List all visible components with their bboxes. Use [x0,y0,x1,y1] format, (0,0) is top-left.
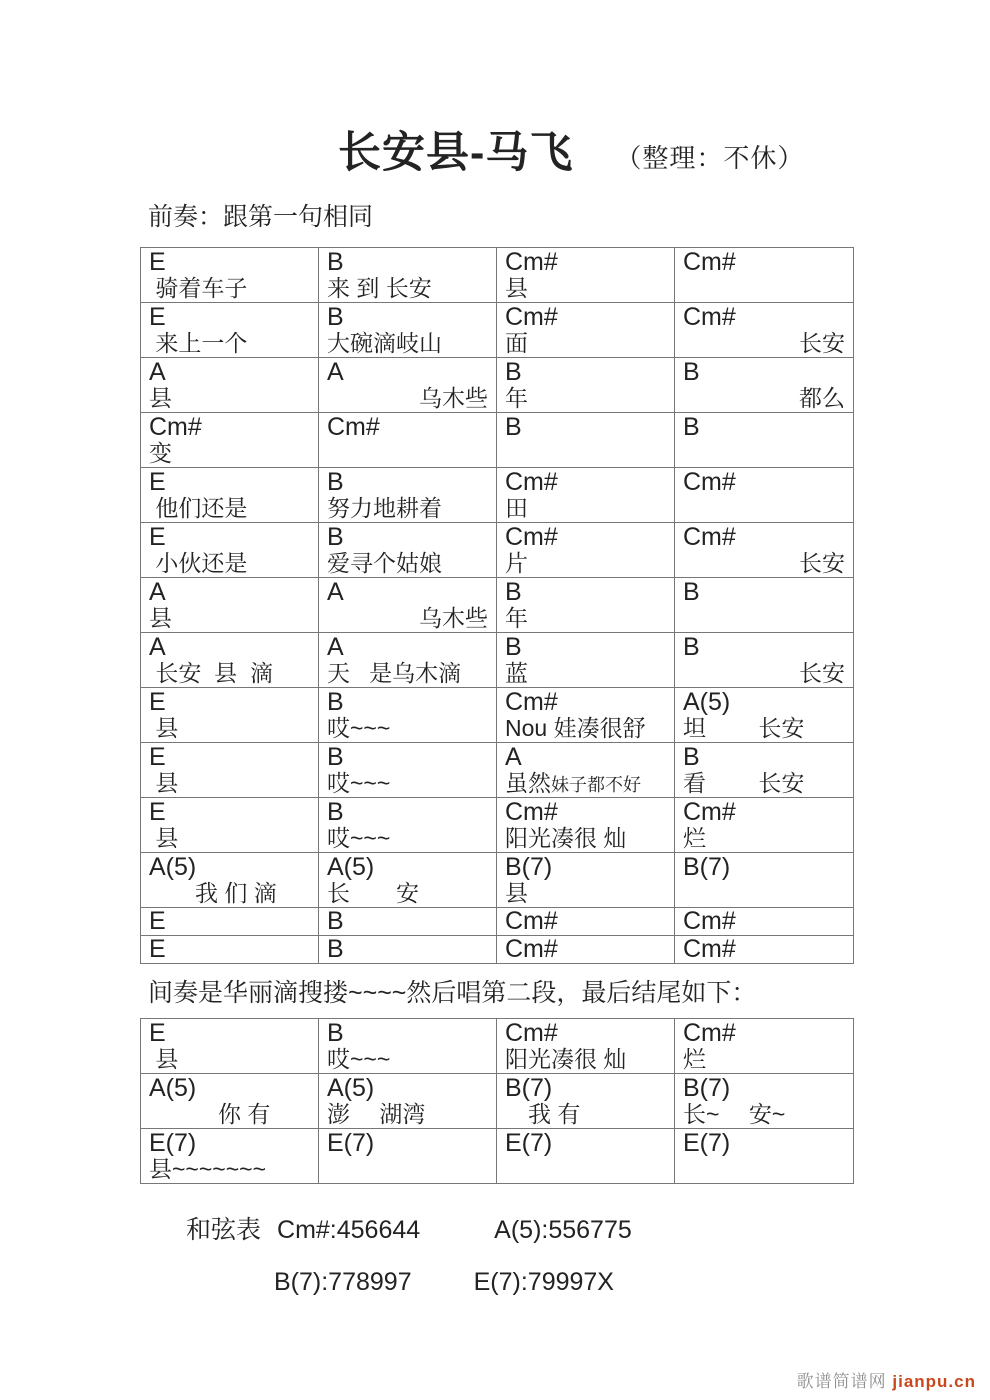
chord-lyric-row [141,1019,853,1074]
chord-label: A [327,358,344,387]
chord-label: E [149,468,166,497]
chord-cell [675,798,853,852]
lyric-text: 田 [505,495,528,522]
chord-label: A(5) [149,853,197,882]
lyric-text: 面 [505,330,528,357]
lyric-text: 爱寻个姑娘 [327,550,442,577]
chord-fingering: Cm#:456644 [277,1216,421,1245]
chord-cell [497,908,675,935]
interlude-note: 间奏是华丽滴搜搂~~~~然后唱第二段，最后结尾如下： [148,979,757,1008]
chord-cell [141,578,319,632]
song-title: 长安县-马飞 [338,129,574,177]
chord-label: B [683,578,700,607]
lyric-text: 我 有 [505,1101,581,1128]
chord-label: A [327,578,344,607]
chord-cell [141,523,319,577]
chord-label: A [327,633,344,662]
chord-label: Cm# [683,468,736,497]
chord-label: Cm# [505,523,558,552]
chord-lyric-row [141,248,853,303]
chord-label: Cm# [683,798,736,827]
lyric-text: 县~~~~~~~ [149,1156,267,1183]
chord-cell [497,743,675,797]
chord-cell [675,1074,853,1128]
chord-label: B [327,936,344,964]
chord-label: B(7) [683,1074,731,1103]
lyric-text: 县 [149,715,179,742]
chord-label: E [149,1019,166,1048]
chord-lyric-row [141,633,853,688]
chord-label: A(5) [149,1074,197,1103]
chord-label: Cm# [505,1019,558,1048]
chord-label: Cm# [505,688,558,717]
lyric-text: 努力地耕着 [327,495,442,522]
lyric-text: 哎~~~ [327,715,391,742]
chord-label: E(7) [683,1129,731,1158]
lyric-text: 看 长安 [683,770,805,797]
chord-cell [141,633,319,687]
chord-cell [141,936,319,963]
lyric-text: 长安 [799,660,845,687]
lyric-text: 县 [149,825,179,852]
chord-label: Cm# [505,303,558,332]
chord-cell [141,1074,319,1128]
chord-cell [319,743,497,797]
chord-label: A(5) [683,688,731,717]
chord-label: B [505,358,522,387]
chord-cell [675,633,853,687]
lyric-text: 县 [149,770,179,797]
chord-label: Cm# [683,936,736,964]
chord-cell [675,523,853,577]
chord-label: A(5) [327,853,375,882]
chord-label: E [149,936,166,964]
lyric-text: 长安 县 滴 [149,660,273,687]
chord-cell [319,633,497,687]
chord-cell [497,1129,675,1183]
chord-label: B [683,358,700,387]
lyric-text-small: 妹子都不好 [551,775,641,796]
chord-cell [675,1019,853,1073]
lyric-text: 长 安 [327,880,419,907]
chord-cell [319,468,497,522]
chord-cell [141,688,319,742]
lyric-text: 来上一个 [149,330,248,357]
chord-cell [141,468,319,522]
chord-cell [141,413,319,467]
chord-cell [141,358,319,412]
chord-cell [319,1019,497,1073]
chord-cell [675,743,853,797]
lyric-text: 天 是乌木滴 [327,660,462,687]
verse-chord-table [140,247,854,964]
chord-lyric-row [141,413,853,468]
lyric-text: 县 [149,385,172,412]
lyric-text: 大碗滴岐山 [327,330,442,357]
chord-cell [319,908,497,935]
lyric-text: 县 [505,275,528,302]
lyric-text: 长安 [799,330,845,357]
chord-label: Cm# [683,908,736,936]
chord-label: B [327,248,344,277]
chord-cell [497,358,675,412]
chord-label: B [505,633,522,662]
lyric-text: 来 到 长安 [327,275,432,302]
chord-label: Cm# [149,413,202,442]
chord-cell [497,1074,675,1128]
chord-label: A [149,358,166,387]
chord-cell [497,798,675,852]
chord-label: Cm# [683,248,736,277]
chord-label: E(7) [327,1129,375,1158]
chord-cell [141,248,319,302]
chord-label: B [327,688,344,717]
chord-lyric-row [141,908,853,936]
chord-label: E(7) [149,1129,197,1158]
chord-label: Cm# [505,936,558,964]
lyric-text: 烂 [683,1046,706,1073]
chord-cell [675,688,853,742]
lyric-text: 阳光凑很 灿 [505,825,627,852]
chord-cell [497,688,675,742]
chord-cell [319,936,497,963]
chord-lyric-row [141,578,853,633]
chord-label: E [149,688,166,717]
lyric-text: 澎 湖湾 [327,1101,426,1128]
chord-label: A [149,578,166,607]
chord-label: B [327,798,344,827]
lyric-text: 骑着车子 [149,275,248,302]
chord-label: B(7) [505,1074,553,1103]
lyric-text: 烂 [683,825,706,852]
chord-label: Cm# [327,413,380,442]
site-name: 歌谱简谱网 [796,1372,887,1391]
chord-cell [675,1129,853,1183]
chord-lyric-row [141,798,853,853]
chord-reference-line2 [0,1268,990,1297]
chord-label: B [505,413,522,442]
chord-cell [497,633,675,687]
chord-lyric-row [141,523,853,578]
lyric-text: 阳光凑很 灿 [505,1046,627,1073]
chord-lyric-row [141,1129,853,1183]
chord-cell [497,853,675,907]
chord-lyric-row [141,688,853,743]
lyric-text: 虽然妹子都不好 [505,770,641,797]
chord-cell [675,908,853,935]
chord-cell [319,413,497,467]
chord-cell [319,578,497,632]
lyric-text: Nou 娃凑很舒 [505,715,646,742]
chord-cell [141,853,319,907]
site-url: jianpu.cn [892,1372,976,1391]
chord-cell [319,853,497,907]
chord-label: B [683,413,700,442]
lyric-text: 你 有 [149,1101,271,1128]
chord-reference-label: 和弦表 [186,1216,262,1245]
chord-cell [497,413,675,467]
chord-cell [141,743,319,797]
chord-cell [319,798,497,852]
ending-chord-table [140,1018,854,1184]
chord-lyric-row [141,853,853,908]
chord-label: E(7) [505,1129,553,1158]
chord-cell [319,358,497,412]
lyric-text: 年 [505,385,528,412]
chord-label: E [149,248,166,277]
lyric-text: 坦 长安 [683,715,805,742]
chord-label: E [149,303,166,332]
chord-cell [141,1129,319,1183]
chord-label: B [327,303,344,332]
chord-label: B(7) [505,853,553,882]
lyric-text: 哎~~~ [327,825,391,852]
lyric-text: 长安 [799,550,845,577]
chord-cell [675,853,853,907]
chord-cell [497,468,675,522]
chord-label: Cm# [683,303,736,332]
lyric-text: 县 [149,1046,179,1073]
chord-label: B [327,468,344,497]
chord-label: B [683,743,700,772]
chord-label: A(5) [327,1074,375,1103]
chord-cell [675,358,853,412]
chord-label: E [149,798,166,827]
lyric-text: 县 [505,880,528,907]
chord-label: A [149,633,166,662]
chord-cell [141,303,319,357]
chord-label: E [149,523,166,552]
chord-reference-line1 [0,1210,990,1246]
lyric-text: 蓝 [505,660,528,687]
chord-cell [675,578,853,632]
chord-cell [319,1074,497,1128]
chord-fingering: A(5):556775 [494,1216,632,1245]
chord-label: E [149,743,166,772]
chord-cell [141,908,319,935]
chord-cell [675,936,853,963]
chord-cell [497,303,675,357]
lyric-text: 小伙还是 [149,550,248,577]
chord-cell [675,413,853,467]
lyric-text: 年 [505,605,528,632]
lyric-text: 我 们 滴 [149,880,277,907]
chord-label: Cm# [505,908,558,936]
lyric-text: 都么 [799,385,845,412]
watermark [797,1367,976,1392]
chord-lyric-row [141,468,853,523]
chord-cell [319,688,497,742]
lyric-text: 长~ 安~ [683,1101,786,1128]
chord-lyric-row [141,936,853,963]
chord-label: B [327,743,344,772]
chord-label: B [327,523,344,552]
chord-cell [319,248,497,302]
lyric-text: 乌木些 [419,605,488,632]
chord-cell [141,1019,319,1073]
chord-lyric-row [141,303,853,358]
chord-lyric-row [141,1074,853,1129]
chord-label: B [327,1019,344,1048]
chord-cell [675,248,853,302]
chord-label: E [149,908,166,936]
chord-cell [497,523,675,577]
chord-label: Cm# [505,798,558,827]
lyric-text: 县 [149,605,172,632]
arranger-credit: （整理：不休） [615,143,805,173]
chord-cell [497,248,675,302]
lyric-text: 哎~~~ [327,1046,391,1073]
chord-label: B(7) [683,853,731,882]
chord-cell [319,523,497,577]
lyric-text: 乌木些 [419,385,488,412]
chord-cell [319,1129,497,1183]
chord-label: Cm# [505,248,558,277]
chord-label: B [327,908,344,936]
chord-label: Cm# [683,523,736,552]
chord-cell [675,468,853,522]
chord-label: Cm# [505,468,558,497]
chord-cell [319,303,497,357]
chord-cell [497,1019,675,1073]
chord-fingering: E(7):79997X [473,1268,614,1297]
chord-cell [675,303,853,357]
chord-lyric-row [141,743,853,798]
chord-label: B [505,578,522,607]
chord-cell [141,798,319,852]
intro-note: 前奏：跟第一句相同 [148,203,374,232]
title-row [0,0,990,177]
chord-cell [497,936,675,963]
lyric-text: 片 [505,550,528,577]
chord-cell [497,578,675,632]
chord-reference [0,1210,990,1297]
chord-lyric-row [141,358,853,413]
lyric-text: 变 [149,440,172,467]
chord-label: B [683,633,700,662]
lyric-text: 他们还是 [149,495,248,522]
chord-fingering: B(7):778997 [274,1268,412,1297]
chord-label: A [505,743,522,772]
chord-label: Cm# [683,1019,736,1048]
lyric-text: 哎~~~ [327,770,391,797]
